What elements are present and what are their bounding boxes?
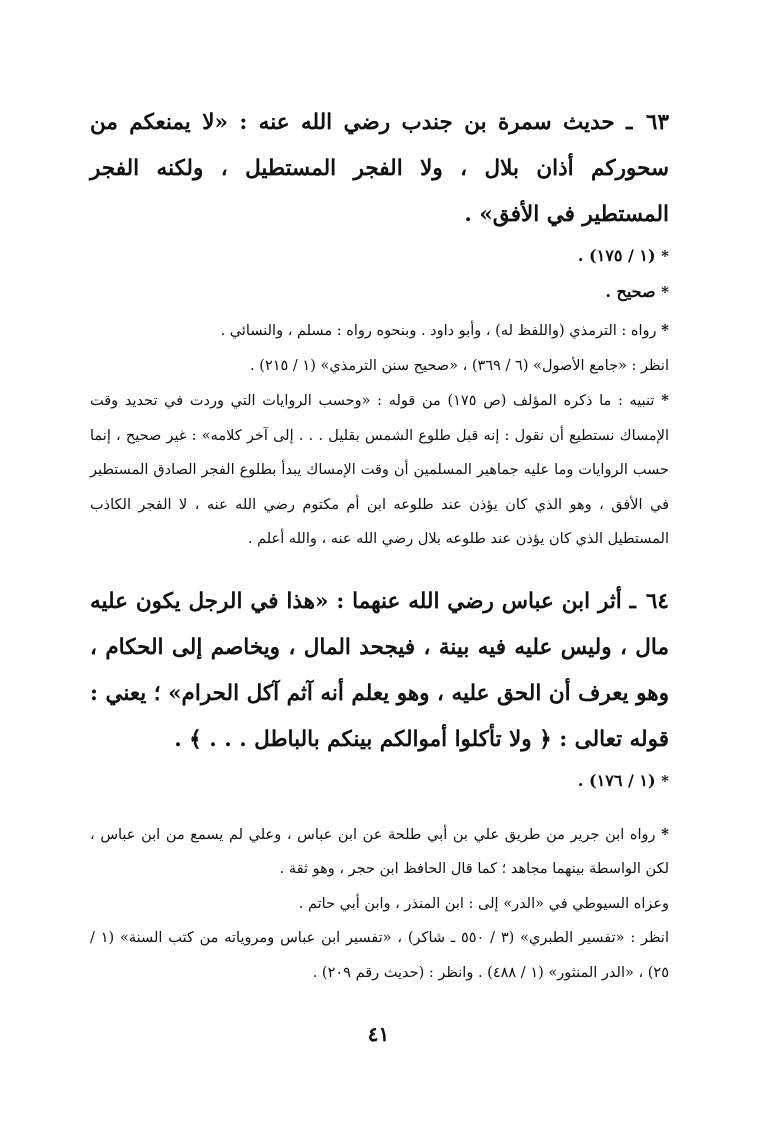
entry-64-text: أثر ابن عباس رضي الله عنهما : «هذا في الرجل يكون عليه مال ، وليس عليه فيه بينة ، فيجحد المال ، ويخاصم إلى الحكام ، وهو يعرف أن الحق عليه ، وهو يعلم أنه آثم آكل الحرام» ؛ يعني : قوله تعالى : ﴿ ولا تأكلوا أموالكم بينكم بالباطل . . . ﴾ .: [90, 588, 669, 752]
bullet-star-icon: *: [661, 283, 669, 301]
entry-63-see-also: انظر : «جامع الأصول» (٦ / ٣٦٩) ، «صحيح سنن الترمذي» (١ / ٢١٥) .: [250, 357, 669, 374]
entry-63-heading: [90, 100, 669, 238]
page-number: ٤١: [367, 1022, 390, 1046]
entry-63-grade: * صحيح .: [605, 282, 669, 301]
section-gap: [90, 557, 669, 579]
entry-64-dash: ـ: [629, 588, 636, 614]
entry-64-narration: * رواه ابن جرير من طريق علي بن أبي طلحة عن ابن عباس ، وعلي لم يسمع من ابن عباس ، لكن الواسطة بينهما مجاهد ؛ كما قال الحافظ ابن حجر ، وهو ثقة .: [90, 824, 670, 877]
entry-64-see-also: انظر : «تفسير الطبري» (٣ / ٥٥٠ ـ شاكر) ، «تفسير ابن عباس ومروياته من كتب السنة» (١ / ٢٥) ، «الدر المنثور» (١ / ٤٨٨) . وانظر : (حديث رقم ٢٠٩) .: [90, 930, 669, 981]
entry-64-attribution: وعزاه السيوطي في «الدر» إلى : ابن المنذر ، وابن أبي حاتم .: [298, 895, 669, 912]
bullet-star-icon: *: [661, 321, 669, 339]
entry-64-number: ٦٤: [645, 588, 669, 614]
entry-63-ref: * (١ / ١٧٥) .: [577, 246, 669, 265]
bullet-star-icon: *: [661, 824, 670, 843]
entry-63-number: ٦٣: [645, 110, 669, 135]
entry-63-narration: * رواه : الترمذي (واللفظ له) ، وأبو داود . وبنحوه رواه : مسلم ، والنسائي .: [220, 321, 669, 339]
entry-63-note: * تنبيه : ما ذكره المؤلف (ص ١٧٥) من قوله : «وحسب الروايات التي وردت في تحديد وقت الإمساك نستطيع أن نقول : إنه قبل طلوع الشمس بقليل . . . إلى آخر كلامه» : غير صحيح ، إنما حسب الروايات وما عليه جماهير المسلمين أن وقت الإمساك يبدأ بطلوع الفجر الصادق المستطير في الأفق ، وهو الذي كان يؤذن عند طلوعه ابن أم مكتوم رضي الله عنه ، لا الفجر الكاذب المستطيل الذي كان يؤذن عند طلوعه بلال رضي الله عنه ، والله أعلم .: [90, 391, 669, 547]
section-gap: [90, 799, 669, 817]
entry-63-dash: ـ: [626, 110, 633, 135]
bullet-star-icon: *: [661, 247, 669, 265]
bullet-star-icon: *: [661, 391, 669, 409]
entry-63-text: حديث سمرة بن جندب رضي الله عنه : «لا يمنعكم من سحوركم أذان بلال ، ولا الفجر المستطيل ، ولكنه الفجر المستطير في الأفق» .: [90, 110, 669, 227]
entry-64-heading: [90, 579, 669, 763]
entry-64-ref: * (١ / ١٧٦) .: [577, 770, 669, 790]
bullet-star-icon: *: [661, 771, 669, 790]
